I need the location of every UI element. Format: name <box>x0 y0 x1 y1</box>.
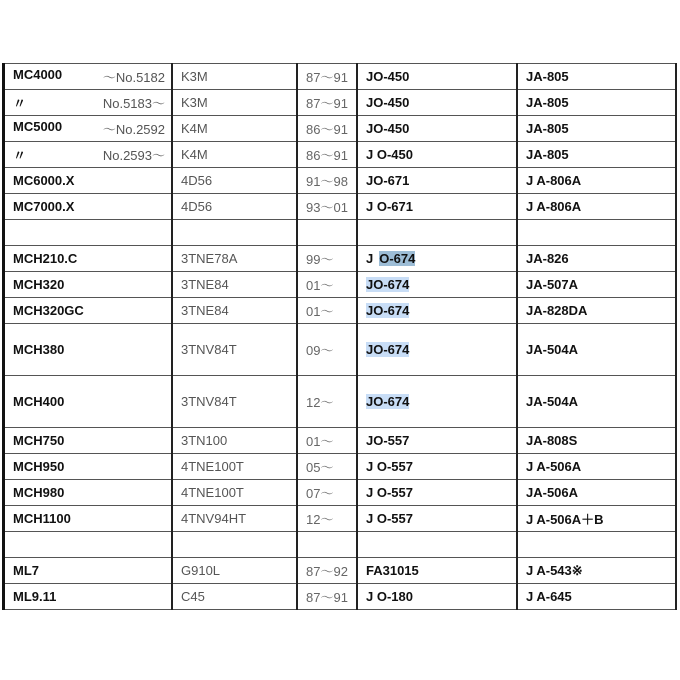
filter-cell <box>357 142 517 168</box>
table-row <box>4 116 677 142</box>
table-row <box>4 168 677 194</box>
years-cell <box>297 168 357 194</box>
model-name: MC6000.X <box>13 173 75 188</box>
filter-part: JO-557 <box>366 433 410 448</box>
model-years: 87～91 <box>306 590 348 605</box>
alt-part-cell <box>517 584 676 610</box>
alt-part-cell <box>517 64 676 90</box>
engine-model: 3TNV84T <box>181 342 237 357</box>
model-cell <box>4 64 173 90</box>
model-name: MC5000 <box>13 119 63 134</box>
years-cell <box>297 454 357 480</box>
alt-part: JA-805 <box>526 69 569 84</box>
filter-part: J O-557 <box>366 485 413 500</box>
engine-model: 4TNV94HT <box>181 511 247 526</box>
filter-cell <box>357 376 517 428</box>
filter-part: FA31015 <box>366 563 419 578</box>
years-cell <box>297 116 357 142</box>
engine-model: K4M <box>181 147 208 162</box>
years-cell <box>297 480 357 506</box>
model-cell <box>4 168 173 194</box>
filter-part: JO-674 <box>366 394 410 409</box>
serial-range: No.5183～ <box>102 96 165 111</box>
engine-model: K3M <box>181 95 208 110</box>
engine-model: 4TNE100T <box>181 459 244 474</box>
model-cell <box>4 376 173 428</box>
alt-part: J A-806A <box>526 199 582 214</box>
alt-part: JA-805 <box>526 95 569 110</box>
years-cell <box>297 324 357 376</box>
filter-prefix: J <box>366 251 374 266</box>
model-years: 87～91 <box>306 70 348 85</box>
serial-range: ～No.2592 <box>102 122 165 137</box>
model-cell <box>4 428 173 454</box>
model-years: 91～98 <box>306 174 348 189</box>
filter-part: JO-674 <box>366 342 410 357</box>
years-cell <box>297 428 357 454</box>
alt-part: JA-504A <box>526 342 579 357</box>
model-years: 01～ <box>306 434 334 449</box>
engine-cell <box>172 142 297 168</box>
empty-cell <box>4 532 173 558</box>
engine-model: 4D56 <box>181 199 213 214</box>
filter-cell <box>357 454 517 480</box>
model-name: ML7 <box>13 563 39 578</box>
filter-part: JO-450 <box>366 69 410 84</box>
table-row <box>4 584 677 610</box>
alt-part: JA-828DA <box>526 303 588 318</box>
serial-range: No.2593～ <box>102 148 165 163</box>
model-years: 86～91 <box>306 122 348 137</box>
alt-part-cell <box>517 272 676 298</box>
alt-part: JA-805 <box>526 121 569 136</box>
filter-part: JO-674 <box>366 303 410 318</box>
filter-cell <box>357 168 517 194</box>
table-row <box>4 64 677 90</box>
years-cell <box>297 90 357 116</box>
alt-part: JA-507A <box>526 277 579 292</box>
model-cell <box>4 116 173 142</box>
table-row <box>4 428 677 454</box>
empty-cell <box>357 532 517 558</box>
years-cell <box>297 194 357 220</box>
empty-cell <box>172 532 297 558</box>
years-cell <box>297 142 357 168</box>
empty-cell <box>357 220 517 246</box>
filter-cell <box>357 116 517 142</box>
model-name: 〃 <box>13 148 27 163</box>
model-years: 93～01 <box>306 200 348 215</box>
table-row <box>4 194 677 220</box>
filter-part: O-674 <box>379 251 416 266</box>
model-cell <box>4 194 173 220</box>
alt-part: J A-806A <box>526 173 582 188</box>
model-years: 01～ <box>306 278 334 293</box>
model-years: 12～ <box>306 512 334 527</box>
filter-part: JO-450 <box>366 95 410 110</box>
engine-cell <box>172 558 297 584</box>
table-row <box>4 480 677 506</box>
table-row <box>4 324 677 376</box>
table-row <box>4 376 677 428</box>
model-cell <box>4 246 173 272</box>
alt-part: J A-506A＋B <box>526 512 604 527</box>
filter-cell <box>357 584 517 610</box>
model-years: 86～91 <box>306 148 348 163</box>
years-cell <box>297 506 357 532</box>
filter-part: JO-671 <box>366 173 410 188</box>
table-row <box>4 90 677 116</box>
table-row <box>4 142 677 168</box>
alt-part-cell <box>517 298 676 324</box>
engine-model: G910L <box>181 563 221 578</box>
model-years: 09～ <box>306 343 334 358</box>
engine-cell <box>172 168 297 194</box>
model-cell <box>4 272 173 298</box>
engine-cell <box>172 298 297 324</box>
engine-cell <box>172 116 297 142</box>
engine-cell <box>172 246 297 272</box>
alt-part: JA-504A <box>526 394 579 409</box>
serial-range: ～No.5182 <box>102 70 165 85</box>
years-cell <box>297 246 357 272</box>
years-cell <box>297 298 357 324</box>
engine-model: 3TNV84T <box>181 394 237 409</box>
empty-cell <box>297 532 357 558</box>
model-years: 05～ <box>306 460 334 475</box>
filter-cell <box>357 64 517 90</box>
table-row <box>4 454 677 480</box>
alt-part-cell <box>517 168 676 194</box>
table-row <box>4 298 677 324</box>
engine-model: 3TN100 <box>181 433 228 448</box>
filter-cell <box>357 506 517 532</box>
alt-part: J A-543※ <box>526 562 583 578</box>
engine-model: K3M <box>181 69 208 84</box>
model-years: 12～ <box>306 395 334 410</box>
filter-part: J O-450 <box>366 147 413 162</box>
filter-cell <box>357 324 517 376</box>
years-cell <box>297 584 357 610</box>
empty-cell <box>4 220 173 246</box>
engine-model: C45 <box>181 589 205 604</box>
table-row <box>4 272 677 298</box>
model-years: 87～91 <box>306 96 348 111</box>
filter-part: J O-671 <box>366 199 413 214</box>
alt-part-cell <box>517 506 676 532</box>
filter-cell <box>357 272 517 298</box>
empty-cell <box>517 532 676 558</box>
model-cell <box>4 142 173 168</box>
years-cell <box>297 558 357 584</box>
engine-cell <box>172 454 297 480</box>
alt-part-cell <box>517 90 676 116</box>
engine-cell <box>172 194 297 220</box>
engine-cell <box>172 272 297 298</box>
table-row <box>4 506 677 532</box>
engine-cell <box>172 428 297 454</box>
engine-model: 4TNE100T <box>181 485 244 500</box>
model-name: ML9.11 <box>13 589 57 604</box>
engine-model: K4M <box>181 121 208 136</box>
model-name: MC7000.X <box>13 199 75 214</box>
model-years: 01～ <box>306 304 334 319</box>
engine-cell <box>172 90 297 116</box>
alt-part-cell <box>517 480 676 506</box>
model-name: MCH980 <box>13 485 65 500</box>
alt-part-cell <box>517 142 676 168</box>
years-cell <box>297 64 357 90</box>
model-name: MCH400 <box>13 394 65 409</box>
years-cell <box>297 376 357 428</box>
engine-cell <box>172 376 297 428</box>
alt-part-cell <box>517 428 676 454</box>
alt-part-cell <box>517 376 676 428</box>
model-cell <box>4 298 173 324</box>
empty-cell <box>297 220 357 246</box>
model-name: MCH210.C <box>13 251 78 266</box>
model-name: MCH950 <box>13 459 65 474</box>
parts-table <box>2 63 677 610</box>
filter-part: J O-557 <box>366 511 413 526</box>
alt-part-cell <box>517 558 676 584</box>
model-cell <box>4 558 173 584</box>
filter-cell <box>357 90 517 116</box>
table-row <box>4 558 677 584</box>
model-cell <box>4 480 173 506</box>
engine-cell <box>172 584 297 610</box>
alt-part-cell <box>517 454 676 480</box>
model-name: MCH320 <box>13 277 65 292</box>
spacer-row <box>4 220 677 246</box>
alt-part: JA-808S <box>526 433 578 448</box>
empty-cell <box>517 220 676 246</box>
filter-cell <box>357 298 517 324</box>
filter-part: J O-557 <box>366 459 413 474</box>
engine-cell <box>172 506 297 532</box>
engine-model: 3TNE84 <box>181 303 229 318</box>
engine-model: 3TNE78A <box>181 251 238 266</box>
engine-cell <box>172 324 297 376</box>
model-years: 87～92 <box>306 564 348 579</box>
filter-part: JO-450 <box>366 121 410 136</box>
filter-cell <box>357 480 517 506</box>
table-row <box>4 246 677 272</box>
empty-cell <box>172 220 297 246</box>
years-cell <box>297 272 357 298</box>
model-name: MCH320GC <box>13 303 84 318</box>
model-name: MCH1100 <box>13 511 71 526</box>
model-cell <box>4 324 173 376</box>
engine-model: 4D56 <box>181 173 213 188</box>
alt-part: J A-645 <box>526 589 572 604</box>
model-cell <box>4 90 173 116</box>
model-years: 99～ <box>306 252 334 267</box>
engine-cell <box>172 64 297 90</box>
filter-part: J O-180 <box>366 589 413 604</box>
alt-part: JA-826 <box>526 251 569 266</box>
alt-part: JA-805 <box>526 147 569 162</box>
engine-model: 3TNE84 <box>181 277 229 292</box>
engine-cell <box>172 480 297 506</box>
filter-part: JO-674 <box>366 277 410 292</box>
model-cell <box>4 584 173 610</box>
filter-cell <box>357 558 517 584</box>
model-years: 07～ <box>306 486 334 501</box>
model-name: 〃 <box>13 96 27 111</box>
alt-part: J A-506A <box>526 459 582 474</box>
alt-part-cell <box>517 246 676 272</box>
model-name: MCH380 <box>13 342 65 357</box>
model-cell <box>4 454 173 480</box>
alt-part-cell <box>517 116 676 142</box>
alt-part: JA-506A <box>526 485 579 500</box>
model-cell <box>4 506 173 532</box>
filter-cell <box>357 246 517 272</box>
filter-cell <box>357 194 517 220</box>
model-name: MC4000 <box>13 67 63 82</box>
model-name: MCH750 <box>13 433 65 448</box>
filter-cell <box>357 428 517 454</box>
alt-part-cell <box>517 194 676 220</box>
spacer-row <box>4 532 677 558</box>
alt-part-cell <box>517 324 676 376</box>
